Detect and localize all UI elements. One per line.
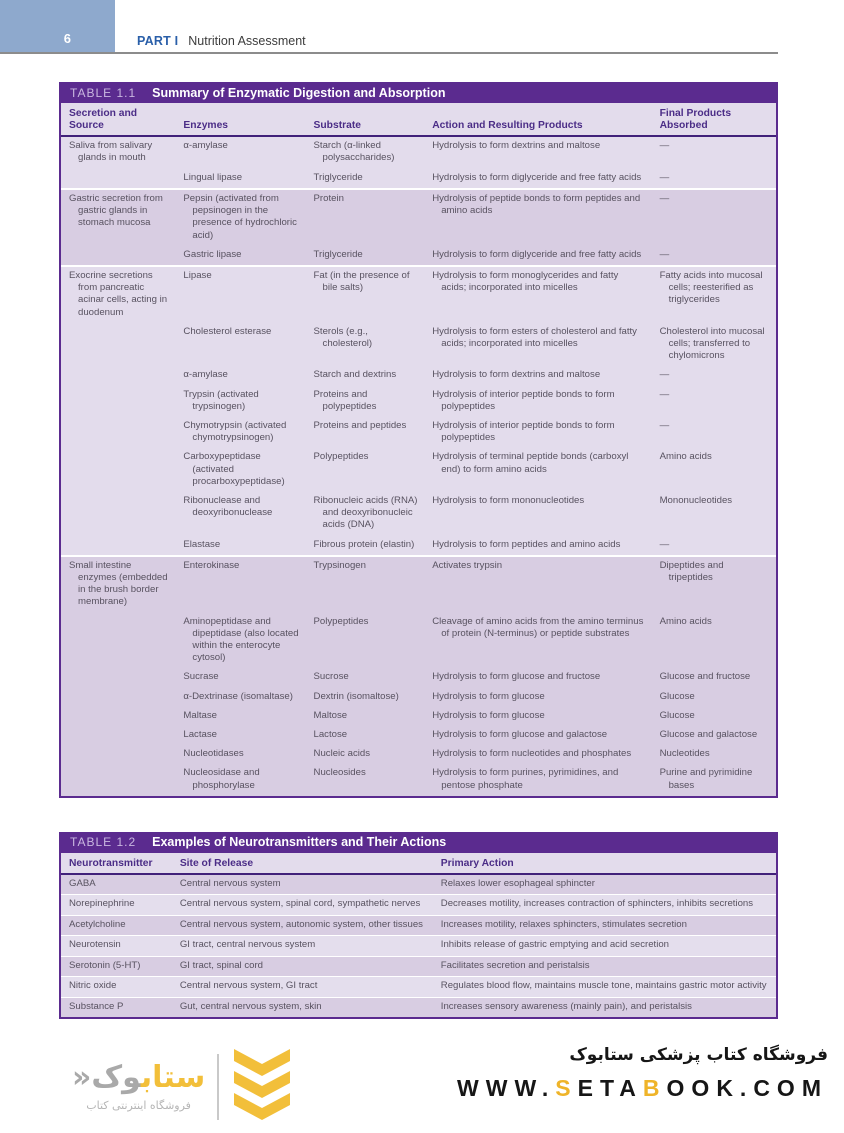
table-row — [61, 557, 776, 613]
table-cell: α-amylase — [183, 140, 228, 152]
table-cell: Hydrolysis of terminal peptide bonds (carboxyl end) to form amino acids — [432, 451, 629, 475]
triple-chevron-down-icon — [233, 1049, 291, 1125]
table-cell: Amino acids — [659, 615, 712, 627]
table-cell: Increases sensory awareness (mainly pain), and peristalsis — [440, 1000, 692, 1012]
table-cell: Cholesterol into mucosal cells; transferred to chylomicrons — [659, 325, 765, 362]
table-cell: Enterokinase — [183, 559, 240, 571]
table-row — [61, 137, 776, 168]
column-header: Neurotransmitter — [69, 857, 153, 869]
page-header — [0, 0, 844, 52]
table-cell: Lingual lipase — [183, 171, 243, 183]
table-cell: Maltase — [183, 709, 217, 721]
table-row — [61, 190, 776, 246]
table-cell: Trypsinogen — [313, 559, 366, 571]
table-cell: Fibrous protein (elastin) — [313, 538, 415, 550]
table-cell: Hydrolysis to form mononucleotides — [432, 494, 585, 506]
table-cell: Hydrolysis to form glucose and fructose — [432, 671, 601, 683]
table-cell: Substance P — [69, 1000, 124, 1012]
column-header: Action and Resulting Products — [432, 120, 583, 132]
table-row — [61, 726, 776, 745]
part-title: Nutrition Assessment — [188, 34, 306, 48]
table-cell — [61, 613, 175, 669]
table-row — [61, 386, 776, 417]
table-cell: Nucleosidase and phosphorylase — [183, 767, 260, 791]
table-row — [61, 764, 776, 795]
table-cell: Hydrolysis to form glucose — [432, 690, 545, 702]
table-cell — [61, 417, 175, 448]
table-cell: Ribonucleic acids (RNA) and deoxyribonucleic acids (DNA) — [313, 494, 418, 531]
table-cell: Trypsin (activated trypsinogen) — [183, 388, 259, 412]
logo-wordmark — [72, 1059, 206, 1095]
table-row — [61, 613, 776, 669]
logo-text-block — [72, 1059, 206, 1112]
table-cell: GABA — [69, 877, 96, 889]
url-part: OOK.COM — [666, 1075, 828, 1102]
table-cell — [61, 745, 175, 764]
table-cell: Gastric secretion from gastric glands in stomach mucosa — [69, 192, 163, 229]
table-cell: Central nervous system, GI tract — [179, 980, 318, 992]
table-row — [61, 267, 776, 323]
table-1-1-column-header — [61, 103, 776, 137]
table-cell: Pepsin (activated from pepsinogen in the presence of hydrochloric acid) — [183, 192, 297, 241]
table-row — [61, 915, 776, 936]
table-cell: Saliva from salivary glands in mouth — [69, 140, 153, 164]
table-cell: Glucose — [659, 709, 695, 721]
table-row — [61, 997, 776, 1018]
table-row — [61, 492, 776, 536]
table-cell: Facilitates secretion and peristalsis — [440, 959, 590, 971]
table-cell — [61, 726, 175, 745]
table-row — [61, 976, 776, 997]
table-cell: Gastric lipase — [183, 248, 242, 260]
table-cell: Gut, central nervous system, skin — [179, 1000, 322, 1012]
wordmark-gray: وک — [91, 1059, 141, 1095]
table-cell: Ribonuclease and deoxyribonuclease — [183, 494, 273, 519]
table-cell: Proteins and peptides — [313, 419, 407, 431]
table-cell — [61, 323, 175, 367]
table-cell: Proteins and polypeptides — [313, 388, 377, 412]
table-row-group — [61, 265, 776, 555]
table-1-1-label: TABLE 1.1 — [70, 85, 137, 100]
table-cell: Glucose — [659, 690, 695, 702]
url-part: WWW. — [457, 1075, 556, 1102]
table-cell: Neurotensin — [69, 939, 121, 951]
column-header: Final Products Absorbed — [659, 108, 732, 132]
table-row — [61, 417, 776, 448]
site-block — [457, 1045, 828, 1102]
table-row — [61, 366, 776, 385]
table-cell: Inhibits release of gastric emptying and acid secretion — [440, 939, 670, 951]
setabook-logo — [72, 1049, 291, 1125]
table-cell — [61, 492, 175, 536]
table-cell: Hydrolysis of interior peptide bonds to form polypeptides — [432, 388, 615, 412]
column-header: Substrate — [313, 120, 362, 132]
table-1-1 — [59, 82, 778, 798]
table-row — [61, 323, 776, 367]
table-cell: — — [659, 192, 670, 204]
table-cell: Hydrolysis to form esters of cholesterol and fatty acids; incorporated into micelles — [432, 325, 637, 349]
table-cell: Acetylcholine — [69, 918, 126, 930]
table-cell: Hydrolysis to form dextrins and maltose — [432, 140, 601, 152]
table-cell: Cleavage of amino acids from the amino terminus of protein (N-terminus) or peptide substrates — [432, 615, 644, 639]
table-cell: Sterols (e.g., cholesterol) — [313, 325, 373, 349]
page-number: 6 — [63, 31, 71, 46]
table-row — [61, 448, 776, 492]
table-1-1-titlebar — [61, 82, 776, 103]
table-row — [61, 169, 776, 188]
table-1-2-body — [61, 875, 776, 1018]
table-cell: Fatty acids into mucosal cells; reesterified as triglycerides — [659, 269, 763, 306]
table-row — [61, 688, 776, 707]
table-cell — [61, 536, 175, 555]
part-label: PART I — [137, 34, 179, 48]
logo-divider — [217, 1054, 219, 1120]
table-cell: Purine and pyrimidine bases — [659, 767, 753, 791]
table-row-group — [61, 555, 776, 796]
running-head — [137, 34, 306, 48]
table-cell: Hydrolysis to form diglyceride and free fatty acids — [432, 248, 642, 260]
page-number-box — [0, 0, 115, 52]
table-cell: Sucrase — [183, 671, 219, 683]
table-cell: — — [659, 538, 670, 550]
table-cell — [61, 386, 175, 417]
table-cell — [61, 688, 175, 707]
table-1-1-body — [61, 137, 776, 796]
table-cell: Serotonin (5-HT) — [69, 959, 141, 971]
table-cell: Central nervous system — [179, 877, 281, 889]
table-cell: — — [659, 171, 670, 183]
table-1-2-title: Examples of Neurotransmitters and Their Actions — [152, 835, 447, 850]
table-cell: — — [659, 140, 670, 152]
table-cell: Exocrine secretions from pancreatic acinar cells, acting in duodenum — [69, 269, 168, 318]
table-cell: Cholesterol esterase — [183, 325, 272, 337]
table-cell: Central nervous system, autonomic system, other tissues — [179, 918, 423, 930]
table-cell: Hydrolysis to form glucose — [432, 709, 545, 721]
table-row — [61, 536, 776, 555]
url-part: ETA — [577, 1075, 643, 1102]
column-header: Site of Release — [179, 857, 254, 869]
table-cell: Hydrolysis to form nucleotides and phosphates — [432, 748, 632, 760]
table-1-1-title: Summary of Enzymatic Digestion and Absorption — [152, 85, 446, 100]
table-cell: Dextrin (isomaltose) — [313, 690, 399, 702]
header-rule — [0, 52, 778, 54]
table-cell: Nucleotides — [659, 748, 710, 760]
table-row — [61, 668, 776, 687]
table-cell — [61, 668, 175, 687]
table-row — [61, 745, 776, 764]
column-header: Enzymes — [183, 120, 229, 132]
table-cell: Hydrolysis to form glucose and galactose — [432, 729, 608, 740]
table-cell: Relaxes lower esophageal sphincter — [440, 877, 595, 889]
table-cell: GI tract, central nervous system — [179, 939, 316, 951]
table-cell: Lipase — [183, 269, 212, 281]
table-cell: Chymotrypsin (activated chymotrypsinogen) — [183, 419, 287, 444]
column-header: Primary Action — [440, 857, 514, 869]
table-row-group — [61, 137, 776, 188]
table-cell: Hydrolysis of interior peptide bonds to form polypeptides — [432, 419, 615, 444]
table-cell: Lactose — [313, 729, 348, 740]
logo-subtitle: فروشگاه اینترنتی کتاب — [86, 1098, 191, 1112]
table-row — [61, 956, 776, 977]
table-cell: α-Dextrinase (isomaltase) — [183, 690, 293, 702]
table-cell: Activates trypsin — [432, 559, 503, 571]
wordmark-guillemet: « — [72, 1059, 92, 1095]
table-cell: Starch (α-linked polysaccharides) — [313, 140, 395, 164]
table-1-2 — [59, 832, 778, 1020]
table-cell: Polypeptides — [313, 451, 369, 463]
table-cell: Glucose and galactose — [659, 729, 758, 740]
table-row — [61, 707, 776, 726]
table-cell: Hydrolysis to form diglyceride and free fatty acids — [432, 171, 642, 183]
table-cell: Sucrose — [313, 671, 349, 683]
table-cell — [61, 764, 175, 795]
table-cell: Nucleic acids — [313, 748, 371, 760]
table-cell: Fat (in the presence of bile salts) — [313, 269, 410, 294]
table-cell: Triglyceride — [313, 171, 363, 183]
table-cell: Protein — [313, 192, 344, 204]
table-row-group — [61, 188, 776, 265]
table-cell: Triglyceride — [313, 248, 363, 260]
table-cell: Elastase — [183, 538, 221, 550]
table-cell: Small intestine enzymes (embedded in the brush border membrane) — [69, 559, 168, 608]
table-cell: Decreases motility, increases contraction of sphincters, inhibits secretions — [440, 898, 754, 910]
table-cell: — — [659, 419, 670, 431]
table-1-2-label: TABLE 1.2 — [70, 835, 137, 850]
table-row — [61, 875, 776, 895]
column-header: Secretion and Source — [69, 108, 138, 132]
footer-tagline: فروشگاه کتاب پزشکی ستابوک — [569, 1045, 828, 1066]
table-cell: GI tract, spinal cord — [179, 959, 263, 971]
footer — [0, 1043, 844, 1133]
table-cell: Starch and dextrins — [313, 369, 397, 381]
table-cell: Maltose — [313, 709, 348, 721]
table-cell: Regulates blood flow, maintains muscle tone, maintains gastric motor activity — [440, 980, 767, 992]
url-highlight: S — [555, 1075, 578, 1102]
table-cell: — — [659, 248, 670, 260]
wordmark-yellow: ستاب — [140, 1059, 206, 1095]
table-cell — [61, 448, 175, 492]
table-row — [61, 894, 776, 915]
table-cell: Dipeptides and tripeptides — [659, 559, 724, 583]
table-cell: Nucleosides — [313, 767, 366, 779]
table-cell: Aminopeptidase and dipeptidase (also located within the enterocyte cytosol) — [183, 615, 299, 664]
url-highlight: B — [642, 1075, 667, 1102]
table-row — [61, 246, 776, 265]
table-cell: Norepinephrine — [69, 898, 135, 910]
table-cell — [61, 169, 175, 188]
table-cell: Central nervous system, spinal cord, sympathetic nerves — [179, 898, 421, 910]
table-cell: — — [659, 369, 670, 381]
table-1-2-titlebar — [61, 832, 776, 853]
table-cell: Lactase — [183, 729, 217, 740]
table-cell: Nitric oxide — [69, 980, 117, 992]
table-cell: Hydrolysis to form peptides and amino acids — [432, 538, 621, 550]
table-cell: Hydrolysis to form purines, pyrimidines, and pentose phosphate — [432, 767, 619, 791]
table-cell — [61, 246, 175, 265]
table-cell: Carboxypeptidase (activated procarboxypeptidase) — [183, 451, 285, 487]
table-cell: — — [659, 388, 670, 400]
table-cell: Nucleotidases — [183, 748, 244, 760]
table-cell: Hydrolysis to form monoglycerides and fatty acids; incorporated into micelles — [432, 269, 619, 294]
table-cell: Mononucleotides — [659, 494, 733, 506]
table-cell: Amino acids — [659, 451, 712, 463]
table-cell — [61, 366, 175, 385]
table-cell: Polypeptides — [313, 615, 369, 627]
table-row — [61, 935, 776, 956]
table-cell: α-amylase — [183, 369, 228, 381]
table-cell: Increases motility, relaxes sphincters, stimulates secretion — [440, 918, 687, 930]
table-cell — [61, 707, 175, 726]
table-cell: Hydrolysis to form dextrins and maltose — [432, 369, 601, 381]
table-1-2-column-header — [61, 853, 776, 875]
table-cell: Hydrolysis of peptide bonds to form peptides and amino acids — [432, 192, 641, 217]
table-cell: Glucose and fructose — [659, 671, 751, 683]
